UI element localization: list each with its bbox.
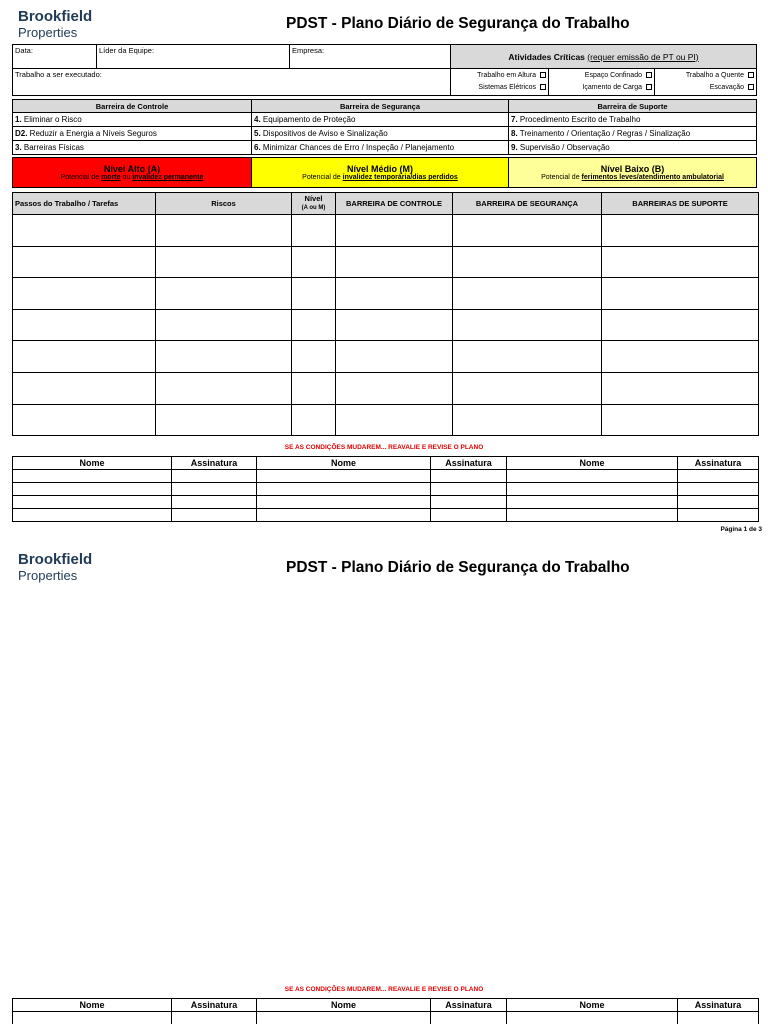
checkbox[interactable] — [540, 72, 546, 78]
page-number: Página 1 de 3 — [720, 526, 762, 533]
barrier-item: 6. Minimizar Chances de Erro / Inspeção / Planejamento — [252, 141, 509, 155]
barrier-item: 8. Treinamento / Orientação / Regras / Sinalização — [509, 127, 757, 141]
checkbox[interactable] — [646, 84, 652, 90]
sig-header-signature: Assinatura — [172, 999, 257, 1012]
critical-item-eletricos[interactable]: Sistemas Elétricos — [453, 82, 546, 94]
col-level: Nível (A ou M) — [292, 193, 336, 215]
barrier-item: 5. Dispositivos de Aviso e Sinalização — [252, 127, 509, 141]
sig-header-name: Nome — [507, 999, 678, 1012]
reassess-warning: SE AS CONDIÇÕES MUDAREM... REAVALIE E REVISE O PLANO — [284, 444, 484, 451]
sig-header-signature: Assinatura — [678, 457, 759, 470]
page-title: PDST - Plano Diário de Segurança do Trabalho — [286, 559, 630, 576]
checkbox[interactable] — [646, 72, 652, 78]
checkbox[interactable] — [540, 84, 546, 90]
critical-item-confinado[interactable]: Espaço Confinado — [551, 70, 652, 82]
barriers-table — [12, 99, 757, 155]
sig-header-name: Nome — [507, 457, 678, 470]
table-row — [13, 246, 759, 278]
brookfield-logo: Brookfield Properties — [18, 551, 93, 583]
table-row — [13, 1012, 759, 1024]
barrier-header-support: Barreira de Suporte — [509, 100, 757, 113]
sig-header-name: Nome — [257, 457, 431, 470]
header-info-table — [12, 44, 757, 96]
sig-header-signature: Assinatura — [172, 457, 257, 470]
col-steps: Passos do Trabalho / Tarefas — [13, 193, 156, 215]
barrier-item: D2. Reduzir a Energia a Níveis Seguros — [13, 127, 252, 141]
barrier-item: 4. Equipamento de Proteção — [252, 113, 509, 127]
barrier-item: 9. Supervisão / Observação — [509, 141, 757, 155]
trabalho-field[interactable]: Trabalho a ser executado: — [13, 69, 451, 96]
sig-header-name: Nome — [13, 457, 172, 470]
barrier-item: 7. Procedimento Escrito de Trabalho — [509, 113, 757, 127]
sig-header-signature: Assinatura — [678, 999, 759, 1012]
col-risks: Riscos — [156, 193, 292, 215]
critical-item-icamento[interactable]: Içamento de Carga — [551, 82, 652, 94]
sig-header-name: Nome — [257, 999, 431, 1012]
level-medium: Nível Médio (M) Potencial de invalidez temporária/dias perdidos — [252, 158, 509, 188]
barrier-header-safety: Barreira de Segurança — [252, 100, 509, 113]
checkbox[interactable] — [748, 84, 754, 90]
col-safety-barrier: BARREIRA DE SEGURANÇA — [453, 193, 602, 215]
sig-header-signature: Assinatura — [431, 457, 507, 470]
empresa-field[interactable]: Empresa: — [290, 45, 451, 69]
critical-item-altura[interactable]: Trabalho em Altura — [453, 70, 546, 82]
table-row — [13, 278, 759, 310]
table-row — [13, 496, 759, 509]
sig-header-signature: Assinatura — [431, 999, 507, 1012]
page-title: PDST - Plano Diário de Segurança do Trabalho — [286, 15, 630, 32]
table-row — [13, 404, 759, 436]
barrier-header-control: Barreira de Controle — [13, 100, 252, 113]
checkbox[interactable] — [748, 72, 754, 78]
critical-activities-header: Atividades Críticas (requer emissão de PT ou PI) — [451, 45, 757, 69]
table-row — [13, 215, 759, 247]
barrier-item: 3. Barreiras Físicas — [13, 141, 252, 155]
col-control-barrier: BARREIRA DE CONTROLE — [336, 193, 453, 215]
critical-item-escavacao[interactable]: Escavação — [657, 82, 754, 94]
barrier-item: 1. Eliminar o Risco — [13, 113, 252, 127]
sig-header-name: Nome — [13, 999, 172, 1012]
level-high: Nível Alto (A) Potencial de morte ou invalidez permanente — [13, 158, 252, 188]
risk-levels-legend — [12, 157, 757, 188]
table-row — [13, 309, 759, 341]
signatures-table — [12, 456, 759, 522]
critical-item-quente[interactable]: Trabalho a Quente — [657, 70, 754, 82]
reassess-warning: SE AS CONDIÇÕES MUDAREM... REAVALIE E REVISE O PLANO — [284, 986, 484, 993]
work-steps-table — [12, 192, 759, 436]
table-row — [13, 483, 759, 496]
brookfield-logo: Brookfield Properties — [18, 8, 93, 40]
signatures-table — [12, 998, 759, 1024]
col-support-barrier: BARREIRAS DE SUPORTE — [602, 193, 759, 215]
table-row — [13, 372, 759, 404]
level-low: Nível Baixo (B) Potencial de ferimentos leves/atendimento ambulatorial — [509, 158, 757, 188]
table-row — [13, 470, 759, 483]
data-field[interactable]: Data: — [13, 45, 97, 69]
lider-field[interactable]: Líder da Equipe: — [97, 45, 290, 69]
table-row — [13, 509, 759, 522]
table-row — [13, 341, 759, 373]
